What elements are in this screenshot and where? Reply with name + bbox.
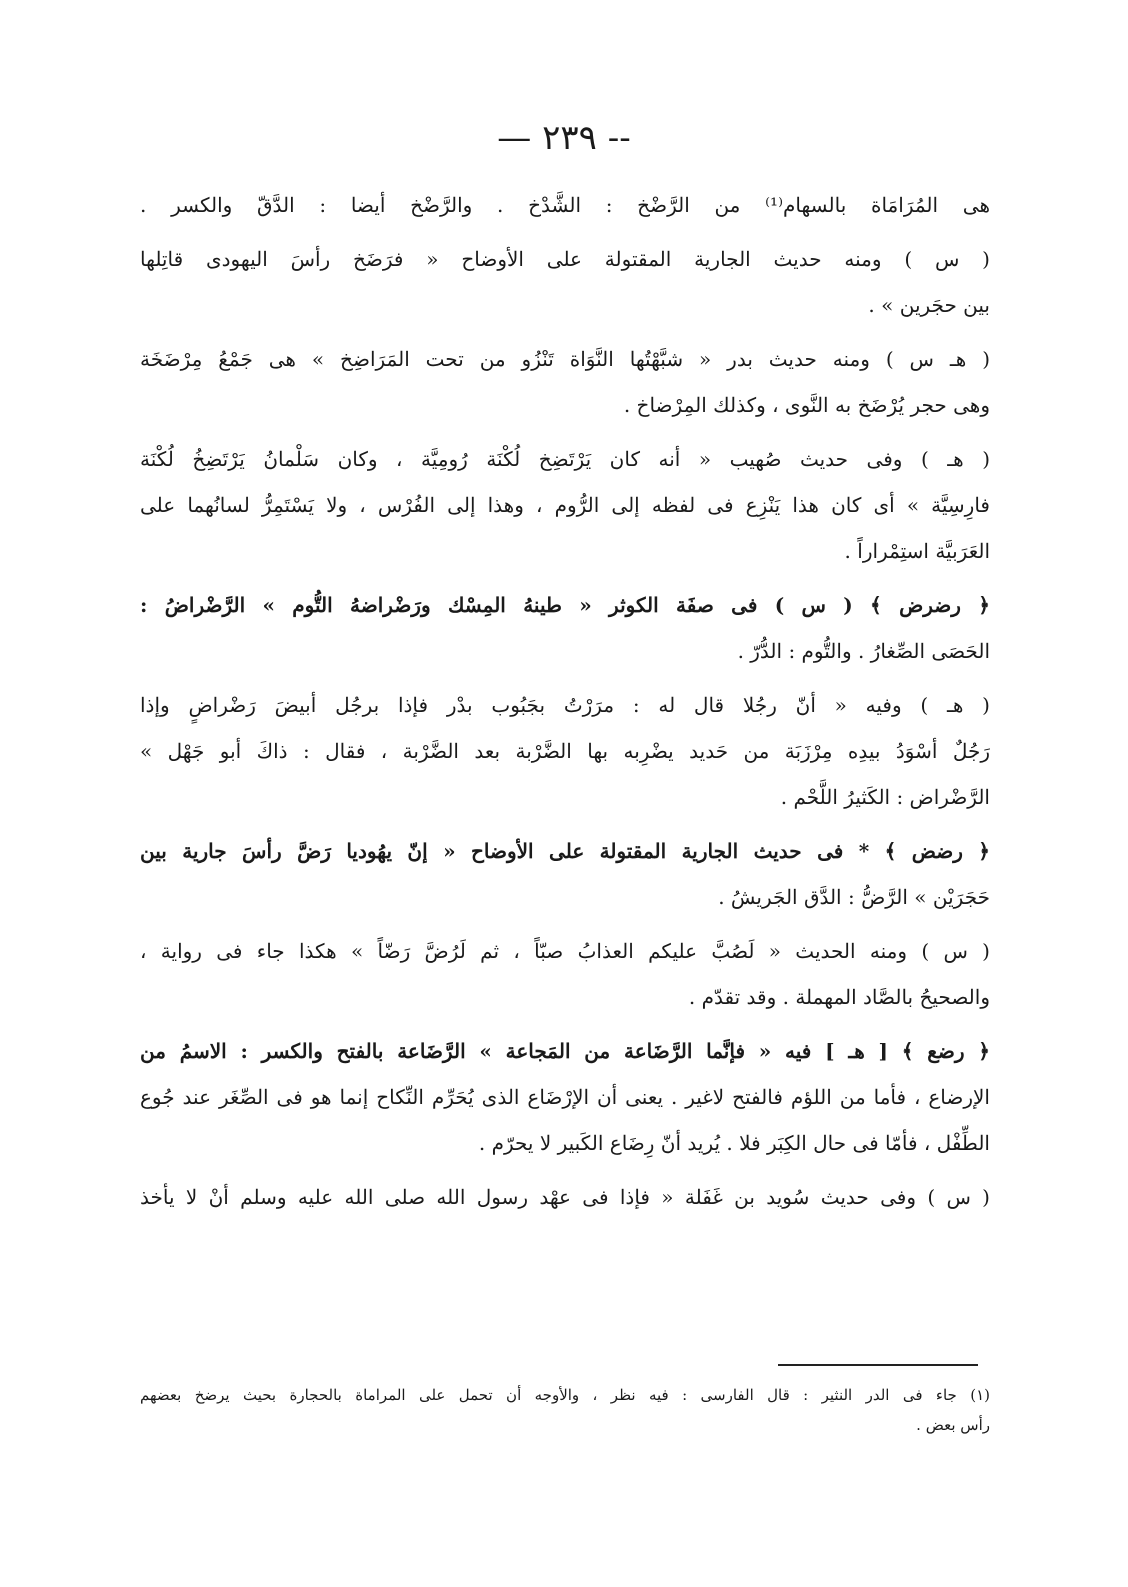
text-line: رَجُلٌ أسْوَدُ بيدِه مِرْزَبَة من حَديد يضْرِبه بها الضَّرْبة بعد الضَّرْبة ، فقال : ذاكَ أبو جَهْل » xyxy=(140,739,990,763)
footnote-line: (١) جاء فى الدر النثير : قال الفارسى : فيه نظر ، والأوجه أن تحمل على المراماة بالحجارة بحيث يرضخ بعضهم xyxy=(140,1386,990,1404)
text-line: حَجَرَيْن » الرَّضُّ : الدَّق الجَريشُ . xyxy=(718,885,990,909)
entry-heading-line: ﴿ رضض ﴾ * فى حديث الجارية المقتولة على الأوضاح « إنّ يهُوديا رَضَّ رأسَ جارية بين xyxy=(140,839,990,863)
text-line: الطِّفْل ، فأمّا فى حال الكِبَر فلا . يُريد أنّ رِضَاع الكَبير لا يحرّم . xyxy=(478,1131,990,1155)
text-line: ( هـ ) وفى حديث صُهيب « أنه كان يَرْتَضِخ لُكْنَة رُومِيَّة ، وكان سَلْمانُ يَرْتَضِخُ لُكْنَة xyxy=(140,447,990,471)
footnote-divider xyxy=(778,1364,978,1366)
text-line: الإرضاع ، فأما من اللؤم فالفتح لاغير . يعنى أن الإرْضَاع الذى يُحَرِّم النِّكاح إنما هو فى الصِّغَر عند جُوع xyxy=(140,1085,990,1109)
text-line: فارِسِيَّة » أى كان هذا يَنْزِع فى لفظه إلى الرُّوم ، وهذا إلى الفُرْس ، ولا يَسْتَمِرُّ لسانُهما على xyxy=(140,493,990,517)
text-line: ( س ) وفى حديث سُويد بن غَفَلة « فإذا فى عهْد رسول الله صلى الله عليه وسلم أنْ لا يأخذ xyxy=(140,1185,990,1209)
footnote xyxy=(140,1380,990,1440)
entry-heading-line: ﴿ رضرض ﴾ ( س ) فى صفَة الكوثر « طينهُ المِسْك ورَضْراضهُ التُّوم » الرَّضْراضُ : xyxy=(140,593,990,617)
main-text xyxy=(140,182,990,1220)
entry-heading-line: ﴿ رضع ﴾ [ هـ ] فيه « فإنَّما الرَّضَاعة من المَجاعة » الرَّضَاعة بالفتح والكسر : الاسمُ من xyxy=(140,1039,990,1063)
text-line: بين حجَرين » . xyxy=(868,293,990,317)
text-line: ( س ) ومنه حديث الجارية المقتولة على الأوضاح « فرَضَخ رأسَ اليهودى قاتِلها xyxy=(140,247,990,271)
text-line: ( س ) ومنه الحديث « لَصُبَّ عليكم العذابُ صبّاً ، ثم لَرُضَّ رَضّاً » هكذا جاء فى رواية ، xyxy=(140,939,990,963)
text-line: الرَّضْراض : الكَثيرُ اللَّحْم . xyxy=(780,785,990,809)
footnote-line: رأس بعض . xyxy=(916,1416,990,1434)
page-number: — ٢٣٩ -- xyxy=(497,118,631,158)
text-line: وهى حجر يُرْضَخ به النَّوى ، وكذلك المِرْضاخ . xyxy=(623,393,990,417)
text-line: ( هـ س ) ومنه حديث بدر « شبَّهْتُها النَّوَاة تَنْزُو من تحت المَرَاضِخ » هى جَمْعُ مِرْضَخَة xyxy=(140,347,990,371)
text-line: والصحيحُ بالصَّاد المهملة . وقد تقدّم . xyxy=(688,985,990,1009)
text-line: ( هـ ) وفيه « أنّ رجُلا قال له : مرَرْتُ بجَبُوب بدْر فإذا برجُل أبيضَ رَضْراضٍ وإذا xyxy=(140,693,990,717)
text-line: هى المُرَامَاة بالسهام⁽¹⁾ من الرَّضْخ : الشَّدْخ . والرَّضْخ أيضا : الدَّقّ والكسر . xyxy=(140,193,990,217)
text-line: العَرَبيَّة استِمْراراً . xyxy=(844,539,990,563)
text-line: الحَصَى الصِّغارُ . والتُّوم : الدُّرّ . xyxy=(737,639,990,663)
